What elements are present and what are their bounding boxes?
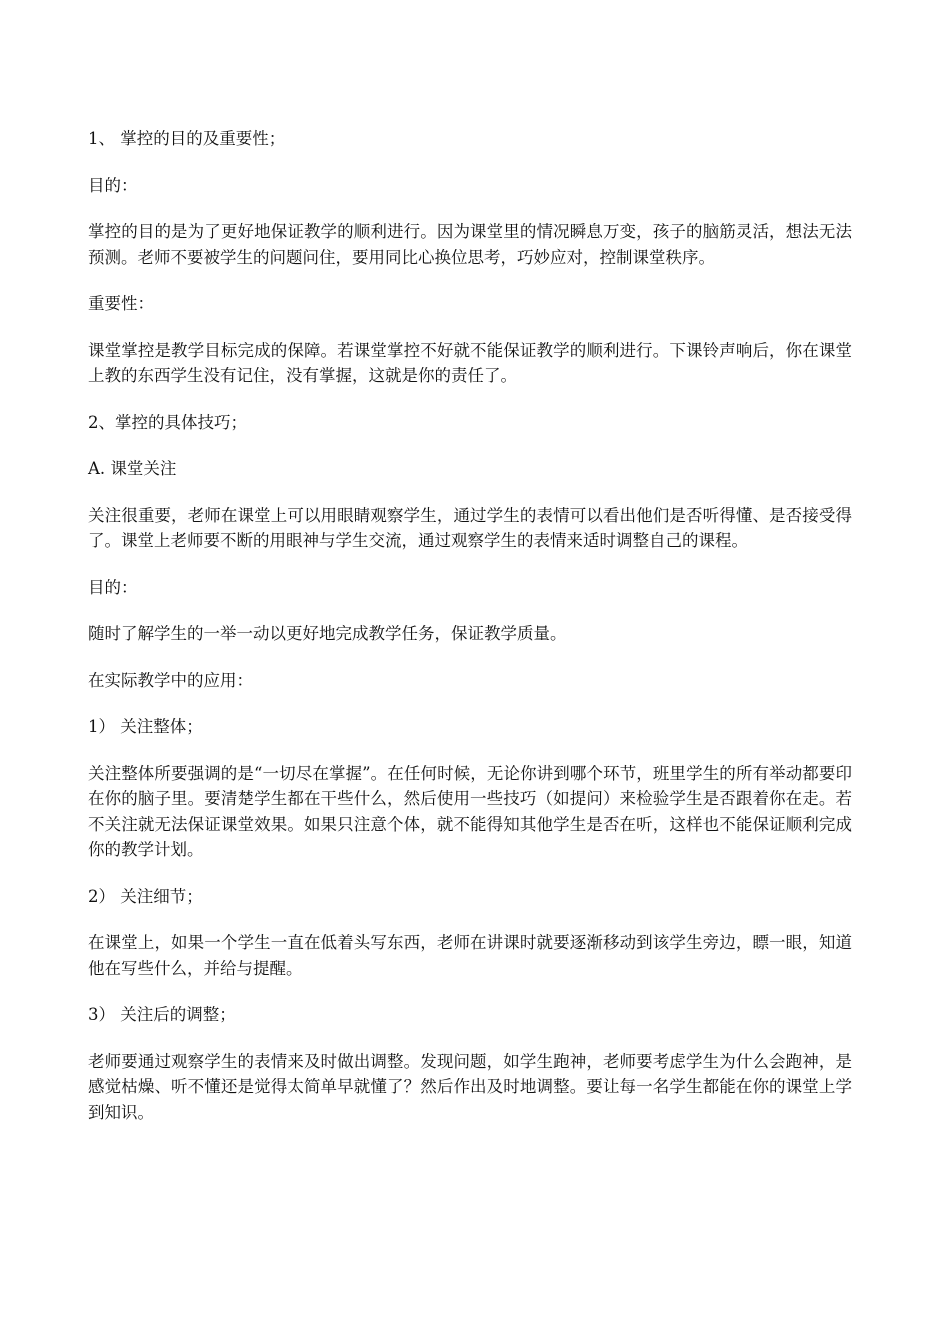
section-heading-1: 1、 掌控的目的及重要性； [88, 129, 286, 148]
item-heading-2: 2） 关注细节； [88, 886, 203, 906]
paragraph-item-3: 老师要通过观察学生的表情来及时做出调整。发现问题，如学生跑神，老师要考虑学生为什么会跑神，是感觉枯燥、听不懂还是觉得太简单早就懂了？然后作出及时地调整。要让每一名学生都能在你的课堂上学到知识。 [88, 1051, 852, 1122]
subheading-importance: 重要性： [88, 294, 154, 313]
subheading-application: 在实际教学中的应用： [88, 670, 253, 690]
item-heading-3: 3） 关注后的调整； [88, 1005, 236, 1024]
document-page [88, 126, 852, 1146]
paragraph-item-1: 关注整体所要强调的是“一切尽在掌握”。在任何时候，无论你讲到哪个环节，班里学生的所有举动都要印在你的脑子里。要清楚学生都在干些什么，然后使用一些技巧（如提问）来检验学生是否跟着你在走。若不关注就无法保证课堂效果。如果只注意个体，就不能得知其他学生是否在听，这样也不能保证顺利完成你的教学计划。 [88, 763, 852, 859]
item-heading-1: 1） 关注整体； [88, 717, 203, 736]
paragraph-purpose: 掌控的目的是为了更好地保证教学的顺利进行。因为课堂里的情况瞬息万变，孩子的脑筋灵活，想法无法预测。老师不要被学生的问题问住，要用同比心换位思考，巧妙应对，控制课堂秩序。 [88, 222, 852, 267]
paragraph-item-2: 在课堂上，如果一个学生一直在低着头写东西，老师在讲课时就要逐渐移动到该学生旁边，瞟一眼，知道他在写些什么，并给与提醒。 [88, 933, 852, 978]
section-heading-2: 2、掌控的具体技巧； [88, 412, 247, 432]
paragraph-attention: 关注很重要，老师在课堂上可以用眼睛观察学生，通过学生的表情可以看出他们是否听得懂、是否接受得了。课堂上老师要不断的用眼神与学生交流，通过观察学生的表情来适时调整自己的课程。 [88, 505, 852, 550]
subheading-classroom-attention: A. 课堂关注 [88, 459, 177, 478]
subheading-purpose: 目的： [88, 175, 138, 195]
subheading-purpose-2: 目的： [88, 577, 138, 597]
paragraph-purpose-2: 随时了解学生的一举一动以更好地完成教学任务，保证教学质量。 [88, 624, 567, 643]
paragraph-importance: 课堂掌控是教学目标完成的保障。若课堂掌控不好就不能保证教学的顺利进行。下课铃声响后，你在课堂上教的东西学生没有记住，没有掌握，这就是你的责任了。 [88, 340, 852, 385]
